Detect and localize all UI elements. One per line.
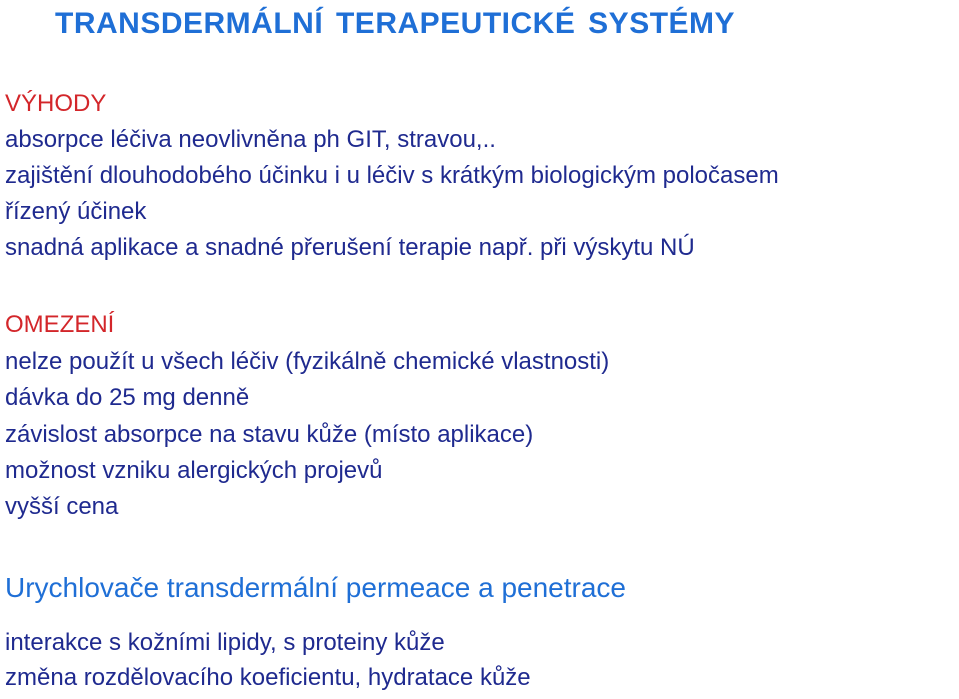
accelerator-item: interakce s kožními lipidy, s proteiny kůže [5,629,445,656]
advantage-item: řízený účinek [5,198,147,225]
accelerator-item: změna rozdělovacího koeficientu, hydratace kůže [5,664,531,691]
advantage-item: zajištění dlouhodobého účinku i u léčiv s krátkým biologickým poločasem [5,162,779,189]
advantages-heading: VÝHODY [5,90,107,117]
advantage-item: absorpce léčiva neovlivněna ph GIT, stravou,.. [5,126,496,153]
limitation-item: nelze použít u všech léčiv (fyzikálně chemické vlastnosti) [5,348,610,375]
limitation-item: vyšší cena [5,493,119,520]
limitation-item: možnost vzniku alergických projevů [5,457,383,484]
limitation-item: závislost absorpce na stavu kůže (místo aplikace) [5,421,534,448]
limitation-item: dávka do 25 mg denně [5,384,250,411]
accelerators-heading: Urychlovače transdermální permeace a penetrace [5,572,626,603]
limitations-heading: OMEZENÍ [5,311,115,338]
page-title: TRANSDERMÁLNÍ TERAPEUTICKÉ SYSTÉMY [55,7,736,40]
advantage-item: snadná aplikace a snadné přerušení terapie např. při výskytu NÚ [5,234,695,261]
